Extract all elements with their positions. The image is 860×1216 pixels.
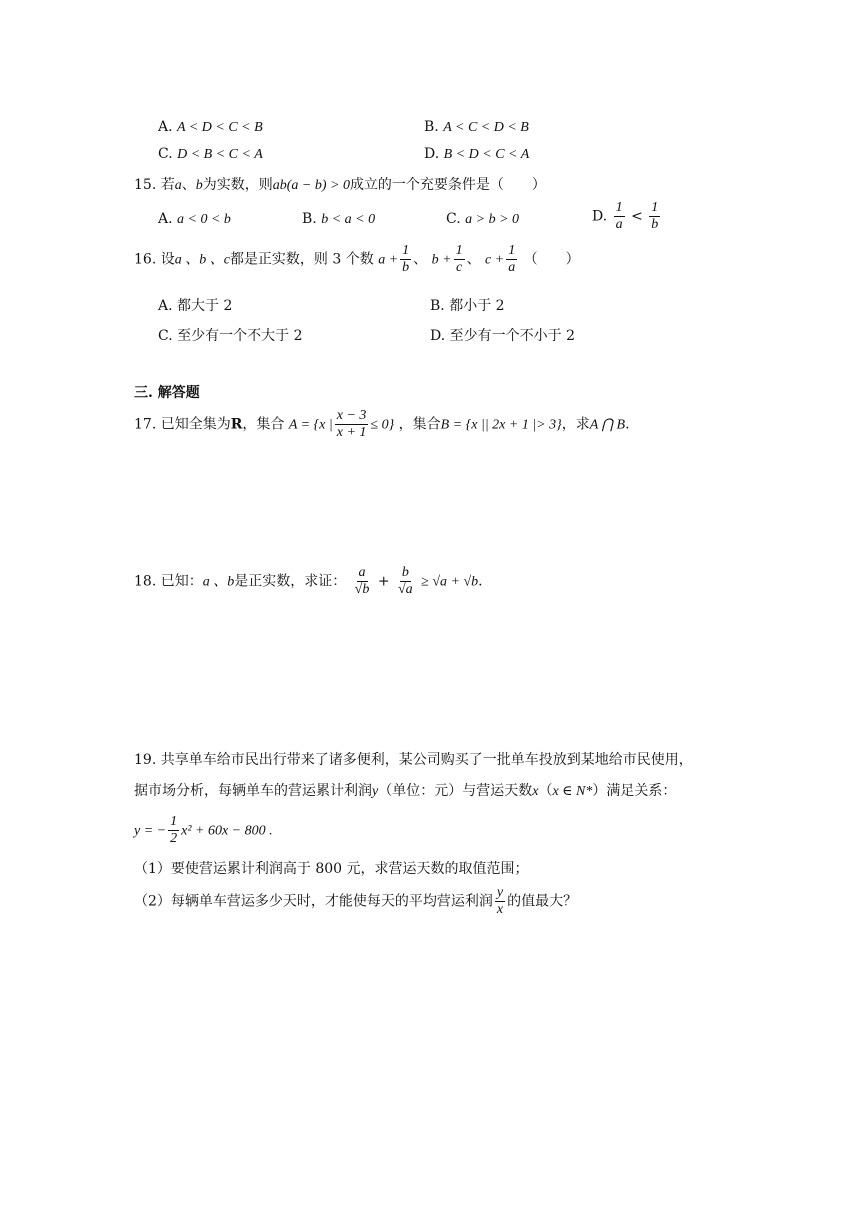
q15-stem: 15. 若a、b为实数，则ab(a − b) > 0成立的一个充要条件是（ ）	[134, 177, 546, 193]
q16-option-c: C. 至少有一个不大于 2	[158, 328, 303, 344]
q16-option-a: A. 都大于 2	[158, 298, 233, 314]
q14-option-a: A. A < D < C < B	[158, 119, 263, 135]
q16-stem: 16. 设a 、b 、c都是正实数，则 3 个数 a + $\frac{1}{b}$ 、 b + $\frac{1}{c}$ 、 c + $\frac{1}{a}$ （ ）	[134, 243, 580, 275]
q19-part-2: （2）每辆单车营运多少天时，才能使每天的平均营运利润 $\frac{y}{x}$ 的值最大？	[134, 885, 578, 917]
q19-line-1: 19. 共享单车给市民出行带来了诸多便利，某公司购买了一批单车投放到某地给市民使用，	[134, 752, 693, 768]
q19-line-2: 据市场分析，每辆单车的营运累计利润y（单位：元）与营运天数x（x ∈ N*）满足关系：	[134, 783, 677, 799]
q14-option-c: C. D < B < C < A	[158, 146, 263, 162]
q19-equation: y = − $\frac{1}{2}$ x² + 60x − 800 .	[134, 814, 273, 846]
q19-part-1: （1）要使营运累计利润高于 800 元，求营运天数的取值范围；	[134, 861, 529, 877]
q16-option-b: B. 都小于 2	[430, 298, 505, 314]
section-title: 三. 解答题	[134, 385, 200, 401]
q14-option-d: D. B < D < C < A	[424, 146, 530, 162]
q15-option-d: D. $\frac{1}{a}$ < $\frac{1}{b}$	[592, 200, 659, 232]
q15-option-c: C. a > b > 0	[446, 211, 520, 227]
q18-stem: 18. 已知：a 、b是正实数，求证： $\frac{a}{√b}$ + $\frac{b}{√a}$ ≥ √a + √b.	[134, 565, 483, 597]
q14-option-b: B. A < C < D < B	[424, 119, 529, 135]
q15-option-a: A. a < 0 < b	[158, 211, 231, 227]
q15-option-b: B. b < a < 0	[302, 211, 376, 227]
q16-option-d: D. 至少有一个不小于 2	[430, 328, 575, 344]
q17-stem: 17. 已知全集为R，集合 A = {x | $\frac{x - 3}{x + 1}$ ≤ 0} ，集合B = {x || 2x + 1 |> 3}，求A ⋂ B.	[134, 408, 630, 440]
